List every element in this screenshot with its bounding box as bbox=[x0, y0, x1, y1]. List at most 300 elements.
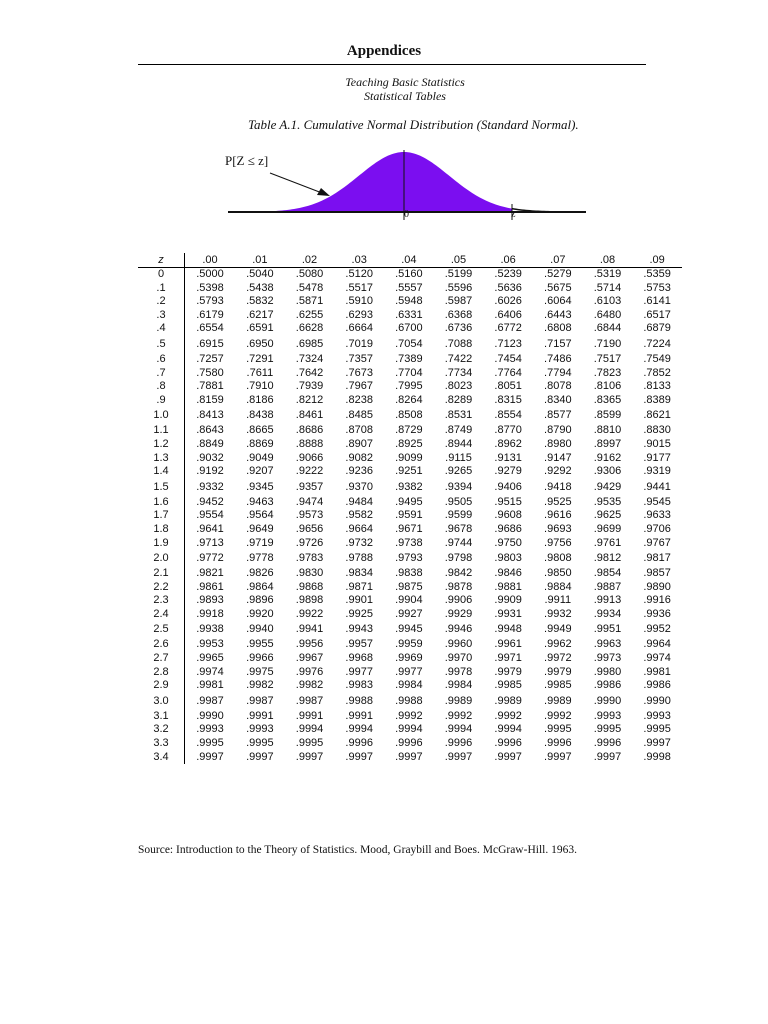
probability-cell: .8461 bbox=[295, 409, 324, 422]
probability-cell: .5910 bbox=[345, 295, 373, 308]
table-row bbox=[138, 621, 682, 638]
table-row bbox=[138, 367, 682, 381]
table-row bbox=[138, 608, 682, 622]
probability-cell: .9830 bbox=[295, 567, 324, 580]
probability-cell: .9761 bbox=[593, 536, 622, 549]
subtitle-line-2: Statistical Tables bbox=[364, 89, 446, 103]
probability-cell: .9744 bbox=[444, 536, 473, 549]
probability-cell: .9998 bbox=[643, 750, 671, 763]
probability-cell: .5753 bbox=[643, 281, 671, 294]
probability-cell: .9922 bbox=[295, 607, 324, 620]
probability-cell: .6026 bbox=[494, 295, 522, 308]
column-header: .05 bbox=[434, 253, 484, 268]
probability-cell: .9525 bbox=[544, 495, 572, 508]
probability-cell: .9985 bbox=[544, 679, 572, 692]
z-value-cell: 1.7 bbox=[138, 509, 185, 523]
probability-cell: .9693 bbox=[544, 522, 572, 535]
probability-cell: .9993 bbox=[593, 709, 622, 722]
table-row bbox=[138, 679, 682, 693]
probability-cell: .7995 bbox=[395, 380, 423, 393]
probability-cell: .9861 bbox=[196, 580, 224, 593]
probability-cell: .9887 bbox=[593, 580, 622, 593]
z-value-cell: .9 bbox=[138, 394, 185, 408]
z-value-cell: .4 bbox=[138, 322, 185, 336]
probability-cell: .9988 bbox=[345, 694, 373, 707]
table-header-row bbox=[138, 253, 682, 268]
probability-cell: .9961 bbox=[494, 638, 522, 651]
z-table bbox=[138, 253, 682, 764]
z-value-cell: 1.4 bbox=[138, 465, 185, 479]
probability-cell: .9778 bbox=[246, 552, 274, 565]
table-row bbox=[138, 710, 682, 724]
table-row bbox=[138, 638, 682, 652]
column-header: .07 bbox=[533, 253, 583, 268]
probability-cell: .9535 bbox=[593, 495, 622, 508]
probability-cell: .8531 bbox=[444, 409, 473, 422]
probability-cell: .8438 bbox=[246, 409, 274, 422]
probability-cell: .8212 bbox=[295, 393, 324, 406]
probability-cell: .9996 bbox=[494, 737, 522, 750]
probability-cell: .9945 bbox=[395, 623, 423, 636]
z-value-cell: 2.9 bbox=[138, 679, 185, 693]
probability-cell: .9987 bbox=[246, 694, 274, 707]
probability-cell: .9817 bbox=[643, 552, 671, 565]
probability-cell: .7422 bbox=[444, 352, 473, 365]
probability-cell: .9049 bbox=[246, 451, 274, 464]
probability-cell: .9997 bbox=[643, 737, 671, 750]
probability-cell: .8554 bbox=[494, 409, 522, 422]
probability-cell: .9992 bbox=[444, 709, 473, 722]
probability-cell: .9962 bbox=[544, 638, 572, 651]
probability-cell: .9884 bbox=[544, 580, 572, 593]
probability-cell: .9986 bbox=[593, 679, 622, 692]
probability-cell: .5359 bbox=[643, 268, 671, 280]
z-value-cell: 2.7 bbox=[138, 652, 185, 666]
probability-cell: .5871 bbox=[295, 295, 324, 308]
probability-cell: .9713 bbox=[196, 536, 224, 549]
probability-cell: .9996 bbox=[544, 737, 572, 750]
z-value-cell: .8 bbox=[138, 380, 185, 394]
probability-cell: .7324 bbox=[295, 352, 324, 365]
probability-cell: .8925 bbox=[395, 437, 423, 450]
table-row bbox=[138, 438, 682, 452]
probability-cell: .9803 bbox=[494, 552, 522, 565]
probability-cell: .8389 bbox=[643, 393, 671, 406]
z-value-cell: 1.9 bbox=[138, 537, 185, 551]
probability-cell: .8770 bbox=[494, 424, 522, 437]
probability-cell: .7454 bbox=[494, 352, 522, 365]
probability-cell: .9966 bbox=[246, 652, 274, 665]
probability-cell: .5080 bbox=[295, 268, 324, 280]
table-row bbox=[138, 723, 682, 737]
probability-cell: .8907 bbox=[345, 437, 373, 450]
probability-cell: .9909 bbox=[494, 594, 522, 607]
probability-cell: .7257 bbox=[196, 352, 224, 365]
probability-cell: .9986 bbox=[643, 679, 671, 692]
probability-cell: .7642 bbox=[295, 366, 324, 379]
probability-cell: .9920 bbox=[246, 607, 274, 620]
probability-cell: .9989 bbox=[544, 694, 572, 707]
probability-cell: .8962 bbox=[494, 437, 522, 450]
probability-cell: .9406 bbox=[494, 480, 522, 493]
probability-cell: .9591 bbox=[395, 509, 423, 522]
probability-cell: .9251 bbox=[395, 465, 423, 478]
probability-cell: .8869 bbox=[246, 437, 274, 450]
probability-cell: .5160 bbox=[395, 268, 423, 280]
probability-cell: .9996 bbox=[444, 737, 473, 750]
probability-cell: .9732 bbox=[345, 536, 373, 549]
probability-cell: .7580 bbox=[196, 366, 224, 379]
table-row bbox=[138, 380, 682, 394]
probability-cell: .7734 bbox=[444, 366, 473, 379]
probability-cell: .5675 bbox=[544, 281, 572, 294]
probability-cell: .9987 bbox=[295, 694, 324, 707]
probability-cell: .9656 bbox=[295, 522, 324, 535]
probability-cell: .9971 bbox=[494, 652, 522, 665]
z-value-cell: 1.5 bbox=[138, 479, 185, 496]
probability-cell: .9990 bbox=[196, 709, 224, 722]
table-row bbox=[138, 336, 682, 353]
probability-cell: .9207 bbox=[246, 465, 274, 478]
probability-cell: .5987 bbox=[444, 295, 473, 308]
probability-cell: .5948 bbox=[395, 295, 423, 308]
probability-cell: .9641 bbox=[196, 522, 224, 535]
probability-cell: .7794 bbox=[544, 366, 572, 379]
probability-cell: .9394 bbox=[444, 480, 473, 493]
probability-cell: .9991 bbox=[345, 709, 373, 722]
probability-cell: .9788 bbox=[345, 552, 373, 565]
probability-label: P[Z ≤ z] bbox=[225, 153, 269, 168]
probability-cell: .7967 bbox=[345, 380, 373, 393]
z-value-cell: 2.2 bbox=[138, 581, 185, 595]
probability-cell: .9265 bbox=[444, 465, 473, 478]
probability-cell: .9983 bbox=[345, 679, 373, 692]
probability-cell: .8599 bbox=[593, 409, 622, 422]
probability-cell: .9995 bbox=[643, 723, 671, 736]
probability-cell: .8340 bbox=[544, 393, 572, 406]
probability-cell: .7881 bbox=[196, 380, 224, 393]
probability-cell: .7517 bbox=[593, 352, 622, 365]
probability-cell: .9898 bbox=[295, 594, 324, 607]
z-value-cell: 2.1 bbox=[138, 567, 185, 581]
probability-cell: .8790 bbox=[544, 424, 572, 437]
column-header: .03 bbox=[334, 253, 384, 268]
probability-cell: .9988 bbox=[395, 694, 423, 707]
z-value-cell: .3 bbox=[138, 309, 185, 323]
probability-cell: .9545 bbox=[643, 495, 671, 508]
table-row bbox=[138, 479, 682, 496]
probability-cell: .9974 bbox=[643, 652, 671, 665]
probability-cell: .9953 bbox=[196, 638, 224, 651]
probability-cell: .9382 bbox=[395, 480, 423, 493]
probability-cell: .9960 bbox=[444, 638, 473, 651]
z-value-cell: .1 bbox=[138, 282, 185, 296]
probability-cell: .7190 bbox=[593, 337, 622, 350]
probability-cell: .8643 bbox=[196, 424, 224, 437]
probability-cell: .8365 bbox=[593, 393, 622, 406]
probability-cell: .9989 bbox=[444, 694, 473, 707]
probability-cell: .9997 bbox=[494, 750, 522, 763]
probability-cell: .9984 bbox=[395, 679, 423, 692]
probability-cell: .5714 bbox=[593, 281, 622, 294]
probability-cell: .9965 bbox=[196, 652, 224, 665]
probability-cell: .9854 bbox=[593, 567, 622, 580]
column-header: .01 bbox=[235, 253, 285, 268]
probability-cell: .9952 bbox=[643, 623, 671, 636]
probability-cell: .9997 bbox=[345, 750, 373, 763]
source-note: Source: Introduction to the Theory of Statistics. Mood, Graybill and Boes. McGraw-Hill. 1963. bbox=[138, 844, 577, 856]
probability-cell: .7054 bbox=[395, 337, 423, 350]
probability-cell: .5438 bbox=[246, 281, 274, 294]
probability-cell: .9982 bbox=[295, 679, 324, 692]
probability-cell: .9893 bbox=[196, 594, 224, 607]
probability-cell: .8133 bbox=[643, 380, 671, 393]
probability-cell: .9222 bbox=[295, 465, 324, 478]
probability-cell: .7704 bbox=[395, 366, 423, 379]
probability-cell: .6844 bbox=[593, 322, 622, 335]
probability-cell: .8186 bbox=[246, 393, 274, 406]
probability-cell: .9997 bbox=[444, 750, 473, 763]
table-row bbox=[138, 666, 682, 680]
probability-cell: .9868 bbox=[295, 580, 324, 593]
probability-cell: .8749 bbox=[444, 424, 473, 437]
probability-cell: .9896 bbox=[246, 594, 274, 607]
probability-cell: .9357 bbox=[295, 480, 324, 493]
pointer-arrow-line bbox=[270, 173, 322, 193]
probability-cell: .9834 bbox=[345, 567, 373, 580]
z-value-cell: 3.0 bbox=[138, 693, 185, 710]
z-value-cell: 2.5 bbox=[138, 621, 185, 638]
table-body bbox=[138, 268, 682, 765]
probability-cell: .9957 bbox=[345, 638, 373, 651]
probability-cell: .9996 bbox=[593, 737, 622, 750]
table-row bbox=[138, 424, 682, 438]
probability-cell: .9808 bbox=[544, 552, 572, 565]
table-row bbox=[138, 567, 682, 581]
probability-cell: .9484 bbox=[345, 495, 373, 508]
probability-cell: .9649 bbox=[246, 522, 274, 535]
probability-cell: .9756 bbox=[544, 536, 572, 549]
shaded-area bbox=[240, 152, 512, 212]
probability-cell: .8729 bbox=[395, 424, 423, 437]
probability-cell: .9931 bbox=[494, 607, 522, 620]
probability-cell: .5596 bbox=[444, 281, 473, 294]
table-row bbox=[138, 594, 682, 608]
probability-cell: .9994 bbox=[494, 723, 522, 736]
probability-cell: .6368 bbox=[444, 308, 473, 321]
probability-cell: .8315 bbox=[494, 393, 522, 406]
probability-cell: .5398 bbox=[196, 281, 224, 294]
probability-cell: .9981 bbox=[643, 665, 671, 678]
probability-cell: .9890 bbox=[643, 580, 671, 593]
probability-cell: .9985 bbox=[494, 679, 522, 692]
probability-cell: .6406 bbox=[494, 308, 522, 321]
probability-cell: .9015 bbox=[643, 437, 671, 450]
probability-cell: .9992 bbox=[395, 709, 423, 722]
probability-cell: .9975 bbox=[246, 665, 274, 678]
probability-cell: .8577 bbox=[544, 409, 572, 422]
z-value-cell: 2.4 bbox=[138, 608, 185, 622]
z-label: z bbox=[511, 209, 516, 220]
probability-cell: .9177 bbox=[643, 451, 671, 464]
z-value-cell: 3.2 bbox=[138, 723, 185, 737]
probability-cell: .9032 bbox=[196, 451, 224, 464]
probability-cell: .6554 bbox=[196, 322, 224, 335]
probability-cell: .9997 bbox=[593, 750, 622, 763]
probability-cell: .8621 bbox=[643, 409, 671, 422]
probability-cell: .9949 bbox=[544, 623, 572, 636]
probability-cell: .9991 bbox=[295, 709, 324, 722]
probability-cell: .9147 bbox=[544, 451, 572, 464]
probability-cell: .9441 bbox=[643, 480, 671, 493]
probability-cell: .9699 bbox=[593, 522, 622, 535]
header-rule bbox=[138, 64, 646, 65]
probability-cell: .9066 bbox=[295, 451, 324, 464]
probability-cell: .9625 bbox=[593, 509, 622, 522]
probability-cell: .9719 bbox=[246, 536, 274, 549]
probability-cell: .9964 bbox=[643, 638, 671, 651]
probability-cell: .5636 bbox=[494, 281, 522, 294]
probability-cell: .9976 bbox=[295, 665, 324, 678]
table-row bbox=[138, 322, 682, 336]
probability-cell: .6517 bbox=[643, 308, 671, 321]
probability-cell: .9726 bbox=[295, 536, 324, 549]
probability-cell: .5199 bbox=[444, 268, 473, 280]
probability-cell: .9970 bbox=[444, 652, 473, 665]
probability-cell: .7910 bbox=[246, 380, 274, 393]
probability-cell: .9993 bbox=[643, 709, 671, 722]
probability-cell: .9505 bbox=[444, 495, 473, 508]
probability-cell: .9951 bbox=[593, 623, 622, 636]
probability-cell: .7823 bbox=[593, 366, 622, 379]
probability-cell: .9582 bbox=[345, 509, 373, 522]
probability-cell: .9599 bbox=[444, 509, 473, 522]
probability-cell: .9982 bbox=[246, 679, 274, 692]
probability-cell: .9995 bbox=[196, 737, 224, 750]
z-value-cell: 1.1 bbox=[138, 424, 185, 438]
probability-cell: .9911 bbox=[544, 594, 572, 607]
probability-cell: .9554 bbox=[196, 509, 224, 522]
probability-cell: .9463 bbox=[246, 495, 274, 508]
probability-cell: .7673 bbox=[345, 366, 373, 379]
probability-cell: .9963 bbox=[593, 638, 622, 651]
probability-cell: .7357 bbox=[345, 352, 373, 365]
probability-cell: .9738 bbox=[395, 536, 423, 549]
probability-cell: .7088 bbox=[444, 337, 473, 350]
probability-cell: .9996 bbox=[345, 737, 373, 750]
table-row bbox=[138, 693, 682, 710]
probability-cell: .9842 bbox=[444, 567, 473, 580]
probability-cell: .9798 bbox=[444, 552, 473, 565]
probability-cell: .8810 bbox=[593, 424, 622, 437]
z-value-cell: 3.1 bbox=[138, 710, 185, 724]
probability-cell: .9932 bbox=[544, 607, 572, 620]
probability-cell: .9992 bbox=[544, 709, 572, 722]
probability-cell: .9515 bbox=[494, 495, 522, 508]
z-value-cell: .6 bbox=[138, 353, 185, 367]
probability-cell: .8106 bbox=[593, 380, 622, 393]
z-column-header: z bbox=[138, 253, 185, 268]
probability-cell: .9418 bbox=[544, 480, 572, 493]
probability-cell: .9929 bbox=[444, 607, 473, 620]
probability-cell: .9319 bbox=[643, 465, 671, 478]
probability-cell: .7549 bbox=[643, 352, 671, 365]
probability-cell: .9997 bbox=[395, 750, 423, 763]
table-row bbox=[138, 295, 682, 309]
probability-cell: .9997 bbox=[544, 750, 572, 763]
probability-cell: .7123 bbox=[494, 337, 522, 350]
probability-cell: .9973 bbox=[593, 652, 622, 665]
z-value-cell: 1.0 bbox=[138, 407, 185, 424]
z-value-cell: 2.6 bbox=[138, 638, 185, 652]
probability-cell: .6591 bbox=[246, 322, 274, 335]
probability-cell: .9812 bbox=[593, 552, 622, 565]
probability-cell: .6103 bbox=[593, 295, 622, 308]
probability-cell: .9994 bbox=[295, 723, 324, 736]
probability-cell: .9345 bbox=[246, 480, 274, 493]
column-header: .09 bbox=[632, 253, 682, 268]
table-row bbox=[138, 737, 682, 751]
column-header: .04 bbox=[384, 253, 434, 268]
column-header: .02 bbox=[285, 253, 335, 268]
probability-cell: .9706 bbox=[643, 522, 671, 535]
probability-cell: .7019 bbox=[345, 337, 373, 350]
probability-cell: .6443 bbox=[544, 308, 572, 321]
probability-cell: .9793 bbox=[395, 552, 423, 565]
z-value-cell: .2 bbox=[138, 295, 185, 309]
table-row bbox=[138, 465, 682, 479]
probability-cell: .9573 bbox=[295, 509, 324, 522]
probability-cell: .9994 bbox=[444, 723, 473, 736]
probability-cell: .8997 bbox=[593, 437, 622, 450]
z-value-cell: .7 bbox=[138, 367, 185, 381]
z-value-cell: 2.8 bbox=[138, 666, 185, 680]
probability-cell: .9783 bbox=[295, 552, 324, 565]
z-value-cell: .5 bbox=[138, 336, 185, 353]
probability-cell: .9918 bbox=[196, 607, 224, 620]
table-row bbox=[138, 537, 682, 551]
probability-cell: .9993 bbox=[246, 723, 274, 736]
probability-cell: .9994 bbox=[345, 723, 373, 736]
probability-cell: .7611 bbox=[246, 366, 274, 379]
probability-cell: .9279 bbox=[494, 465, 522, 478]
probability-cell: .9564 bbox=[246, 509, 274, 522]
probability-cell: .9306 bbox=[593, 465, 622, 478]
probability-cell: .9772 bbox=[196, 552, 224, 565]
probability-cell: .9978 bbox=[444, 665, 473, 678]
probability-cell: .5239 bbox=[494, 268, 522, 280]
probability-cell: .9686 bbox=[494, 522, 522, 535]
probability-cell: .9994 bbox=[395, 723, 423, 736]
z-value-cell: 3.4 bbox=[138, 751, 185, 765]
probability-cell: .6331 bbox=[395, 308, 423, 321]
probability-cell: .5793 bbox=[196, 295, 224, 308]
probability-cell: .9987 bbox=[196, 694, 224, 707]
probability-cell: .9904 bbox=[395, 594, 423, 607]
probability-cell: .9664 bbox=[345, 522, 373, 535]
probability-cell: .9943 bbox=[345, 623, 373, 636]
probability-cell: .8051 bbox=[494, 380, 522, 393]
probability-cell: .9871 bbox=[345, 580, 373, 593]
probability-cell: .9671 bbox=[395, 522, 423, 535]
probability-cell: .9959 bbox=[395, 638, 423, 651]
subtitle-line-1: Teaching Basic Statistics bbox=[345, 75, 465, 89]
z-value-cell: 1.2 bbox=[138, 438, 185, 452]
probability-cell: .9991 bbox=[246, 709, 274, 722]
probability-cell: .5000 bbox=[196, 268, 224, 280]
probability-cell: .9993 bbox=[196, 723, 224, 736]
probability-cell: .9292 bbox=[544, 465, 572, 478]
